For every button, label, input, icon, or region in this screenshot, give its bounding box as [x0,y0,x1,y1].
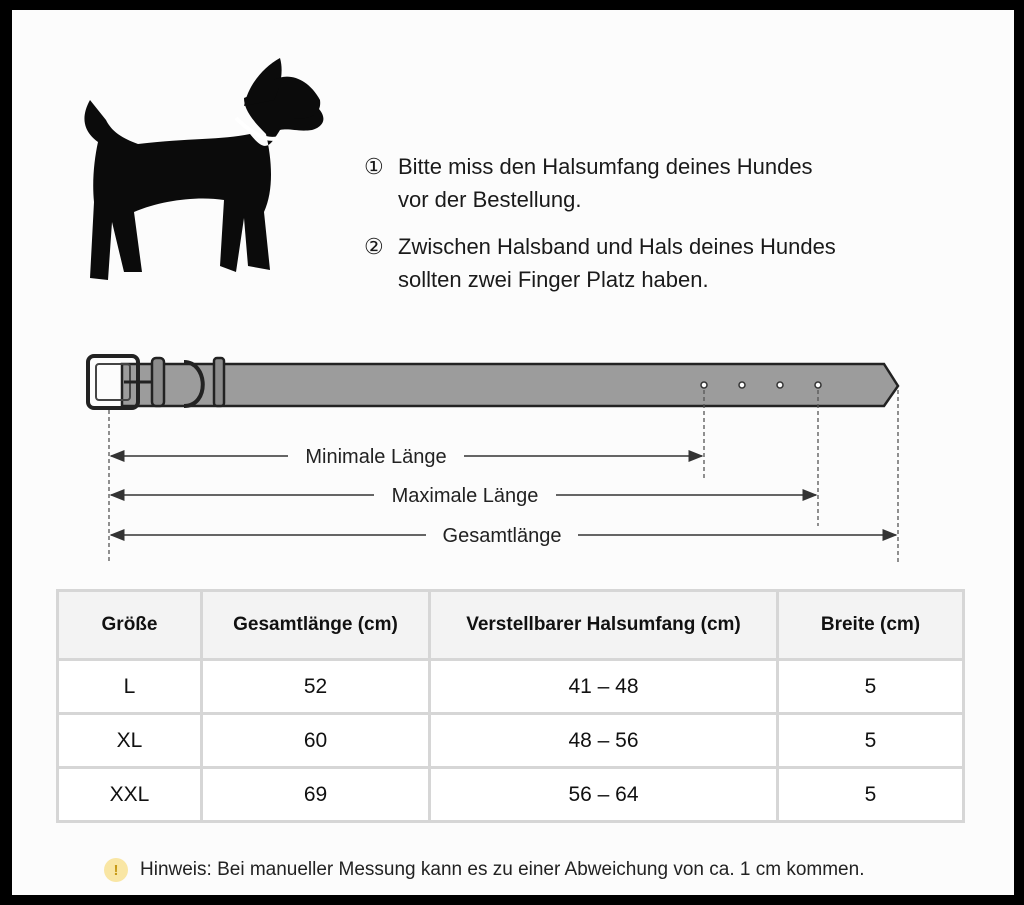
cell-neck-range: 41 – 48 [430,660,778,714]
note-text: Hinweis: Bei manueller Messung kann es zu einer Abweichung von ca. 1 cm kommen. [140,859,865,880]
instruction-1-line-2: vor der Bestellung. [398,187,582,212]
strap-keeper [152,358,164,406]
instruction-2-line-1: Zwischen Halsband und Hals deines Hundes [398,234,836,259]
warning-icon: ! [104,858,128,882]
table-row [58,660,964,714]
instruction-item [364,150,836,216]
step-number-2: ② [364,234,384,259]
cell-total-length: 52 [202,660,430,714]
cell-size: L [58,660,202,714]
measurement-note [104,858,864,882]
cell-width: 5 [778,768,964,822]
cell-neck-range: 48 – 56 [430,714,778,768]
cell-width: 5 [778,660,964,714]
step-number-1: ① [364,154,384,179]
cell-total-length: 69 [202,768,430,822]
table-header-row [58,591,964,660]
content-panel [12,10,1014,895]
cell-total-length: 60 [202,714,430,768]
table-row [58,714,964,768]
instruction-2-line-2: sollten zwei Finger Platz haben. [398,267,709,292]
measurement-instructions [364,150,836,310]
header-size: Größe [58,591,202,660]
cell-size: XXL [58,768,202,822]
dog-silhouette-icon [84,58,323,280]
size-table [56,589,965,823]
min-length-label: Minimale Länge [305,446,447,468]
header-total-length: Gesamtlänge (cm) [202,591,430,660]
instruction-item [364,230,836,296]
collar-illustration [88,356,898,408]
header-neck-range: Verstellbarer Halsumfang (cm) [430,591,778,660]
cell-neck-range: 56 – 64 [430,768,778,822]
cell-width: 5 [778,714,964,768]
total-length-label: Gesamtlänge [442,525,562,547]
instruction-1-line-1: Bitte miss den Halsumfang deines Hundes [398,154,813,179]
table-row [58,768,964,822]
cell-size: XL [58,714,202,768]
max-length-label: Maximale Länge [391,485,539,507]
header-width: Breite (cm) [778,591,964,660]
